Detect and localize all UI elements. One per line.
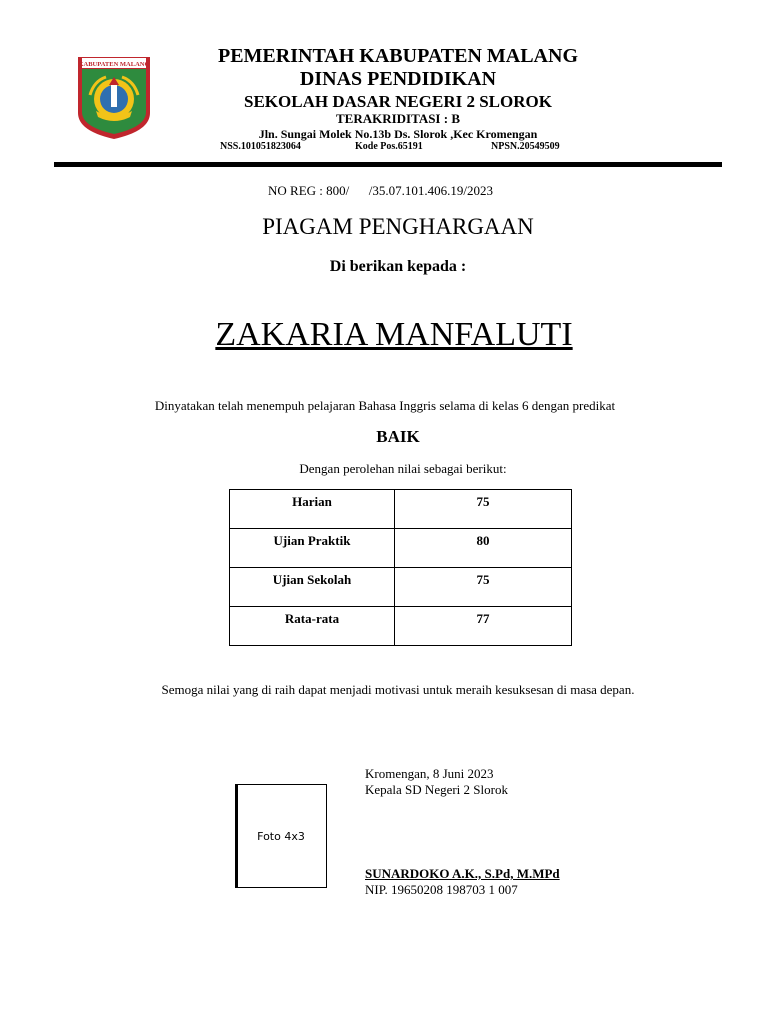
- given-to-label: Di berikan kepada :: [329, 258, 467, 275]
- table-row: [230, 529, 572, 568]
- grade-value: 77: [395, 607, 572, 646]
- table-row: [230, 607, 572, 646]
- grades-intro: Dengan perolehan nilai sebagai berikut:: [299, 461, 507, 476]
- grade-label: Ujian Sekolah: [230, 568, 395, 607]
- table-row: [230, 490, 572, 529]
- grade-label: Ujian Praktik: [230, 529, 395, 568]
- school-address: Jln. Sungai Molek No.13b Ds. Slorok ,Kec Kromengan: [258, 127, 538, 141]
- recipient-name: ZAKARIA MANFALUTI: [215, 316, 573, 353]
- grade-label: Harian: [230, 490, 395, 529]
- grades-table: [229, 489, 572, 646]
- grade-value: 75: [395, 568, 572, 607]
- signature-block: [365, 766, 560, 898]
- predikat-value: BAIK: [376, 427, 420, 446]
- table-row: [230, 568, 572, 607]
- letterhead-divider: [54, 162, 722, 167]
- postal-code: Kode Pos.65191: [355, 141, 423, 152]
- nss-number: NSS.101051823064: [220, 141, 301, 152]
- signer-nip: NIP. 19650208 198703 1 007: [365, 882, 518, 897]
- accreditation: TERAKRIDITASI : B: [335, 111, 460, 126]
- logo-text: KABUPATEN MALANG: [78, 61, 150, 68]
- photo-label: Foto 4x3: [257, 829, 305, 843]
- gov-heading: PEMERINTAH KABUPATEN MALANG: [218, 45, 578, 67]
- registration-number: NO REG : 800/ /35.07.101.406.19/2023: [268, 183, 493, 198]
- grade-value: 75: [395, 490, 572, 529]
- place-date: Kromengan, 8 Juni 2023: [365, 766, 494, 781]
- certificate-title: PIAGAM PENGHARGAAN: [262, 214, 534, 239]
- statement-text: Dinyatakan telah menempuh pelajaran Bahasa Inggris selama di kelas 6 dengan predikat: [154, 398, 616, 413]
- closing-text: Semoga nilai yang di raih dapat menjadi motivasi untuk meraih kesuksesan di masa depan.: [161, 682, 635, 697]
- signer-position: Kepala SD Negeri 2 Slorok: [365, 782, 508, 797]
- department-heading: DINAS PENDIDIKAN: [299, 68, 497, 90]
- signer-name: SUNARDOKO A.K., S.Pd, M.MPd: [365, 866, 560, 881]
- grade-label: Rata-rata: [230, 607, 395, 646]
- grade-value: 80: [395, 529, 572, 568]
- school-heading: SEKOLAH DASAR NEGERI 2 SLOROK: [244, 92, 552, 111]
- photo-placeholder: [235, 784, 327, 888]
- npsn-number: NPSN.20549509: [491, 141, 560, 152]
